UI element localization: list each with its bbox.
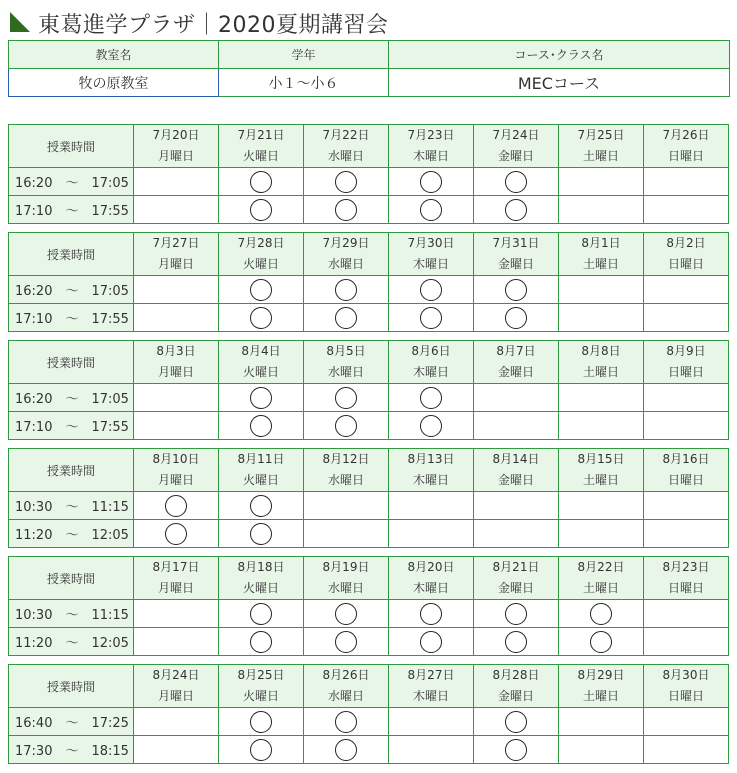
date-label: 7月27日	[152, 236, 200, 250]
date-label: 8月16日	[662, 452, 710, 466]
schedule-cell	[474, 628, 559, 656]
date-label: 7月22日	[322, 128, 370, 142]
circle-icon	[250, 603, 272, 625]
schedule-week-table	[8, 448, 729, 548]
weekday-label: 水曜日	[327, 689, 364, 703]
schedule-cell	[389, 520, 474, 548]
schedule-cell	[474, 736, 559, 764]
day-header	[389, 665, 474, 708]
day-header	[219, 557, 304, 600]
schedule-cell	[644, 384, 729, 412]
weekday-label: 木曜日	[412, 365, 449, 379]
circle-icon	[420, 199, 442, 221]
time-slot: 17:10 ～ 17:55	[9, 304, 134, 332]
time-header: 授業時間	[9, 449, 134, 492]
day-header	[304, 449, 389, 492]
weekday-label: 日曜日	[667, 257, 704, 271]
page-title	[10, 8, 389, 38]
schedule-cell	[389, 708, 474, 736]
circle-icon	[505, 711, 527, 733]
schedule-cell	[304, 600, 389, 628]
circle-icon	[335, 171, 357, 193]
schedule-cell	[304, 196, 389, 224]
schedule-cell	[134, 628, 219, 656]
circle-icon	[250, 387, 272, 409]
circle-icon	[420, 603, 442, 625]
schedule-cell	[389, 628, 474, 656]
classroom-value: 牧の原教室	[9, 69, 219, 97]
time-header: 授業時間	[9, 665, 134, 708]
circle-icon	[250, 711, 272, 733]
weekday-label: 金曜日	[497, 581, 534, 595]
schedule-cell	[559, 304, 644, 332]
schedule-cell	[389, 600, 474, 628]
day-header	[304, 125, 389, 168]
weekday-label: 木曜日	[412, 257, 449, 271]
date-label: 8月20日	[407, 560, 455, 574]
schedule-cell	[134, 708, 219, 736]
weekday-label: 金曜日	[497, 365, 534, 379]
schedule-cell	[559, 600, 644, 628]
circle-icon	[505, 631, 527, 653]
weekday-label: 金曜日	[497, 149, 534, 163]
schedule-week-table	[8, 340, 729, 440]
time-slot: 11:20 ～ 12:05	[9, 628, 134, 656]
schedule-cell	[219, 412, 304, 440]
day-header	[644, 125, 729, 168]
circle-icon	[505, 739, 527, 761]
date-label: 8月3日	[156, 344, 196, 358]
day-header	[304, 665, 389, 708]
date-label: 8月9日	[666, 344, 706, 358]
schedule-cell	[134, 520, 219, 548]
weekday-label: 月曜日	[157, 473, 194, 487]
schedule-cell	[644, 708, 729, 736]
date-label: 8月22日	[577, 560, 625, 574]
table-row	[9, 708, 729, 736]
day-header	[304, 233, 389, 276]
day-header	[134, 233, 219, 276]
day-header	[644, 449, 729, 492]
weekday-label: 月曜日	[157, 149, 194, 163]
course-header: コース･クラス名	[389, 41, 730, 69]
schedule-cell	[644, 628, 729, 656]
weekday-label: 日曜日	[667, 581, 704, 595]
schedule-cell	[219, 304, 304, 332]
circle-icon	[505, 171, 527, 193]
class-info-table	[8, 40, 730, 97]
date-label: 8月23日	[662, 560, 710, 574]
schedule-cell	[474, 412, 559, 440]
time-header: 授業時間	[9, 125, 134, 168]
day-header	[134, 557, 219, 600]
day-header	[644, 557, 729, 600]
day-header	[559, 557, 644, 600]
date-label: 7月20日	[152, 128, 200, 142]
date-label: 8月18日	[237, 560, 285, 574]
date-label: 8月15日	[577, 452, 625, 466]
classroom-header: 教室名	[9, 41, 219, 69]
weekday-label: 日曜日	[667, 689, 704, 703]
date-label: 8月12日	[322, 452, 370, 466]
weekday-label: 火曜日	[242, 581, 279, 595]
schedule-cell	[559, 628, 644, 656]
weekday-label: 火曜日	[242, 689, 279, 703]
date-label: 8月7日	[496, 344, 536, 358]
date-label: 8月30日	[662, 668, 710, 682]
table-row	[9, 168, 729, 196]
page-title-text: 東葛進学プラザ｜2020夏期講習会	[38, 12, 389, 38]
weekday-label: 日曜日	[667, 473, 704, 487]
schedule-cell	[219, 276, 304, 304]
time-slot: 16:20 ～ 17:05	[9, 384, 134, 412]
time-slot: 11:20 ～ 12:05	[9, 520, 134, 548]
circle-icon	[250, 279, 272, 301]
weekday-label: 水曜日	[327, 257, 364, 271]
day-header	[644, 341, 729, 384]
circle-icon	[335, 711, 357, 733]
day-header	[474, 557, 559, 600]
circle-icon	[505, 603, 527, 625]
schedule-cell	[389, 736, 474, 764]
time-slot: 10:30 ～ 11:15	[9, 492, 134, 520]
table-row	[9, 628, 729, 656]
circle-icon	[335, 415, 357, 437]
date-label: 8月25日	[237, 668, 285, 682]
schedule-cell	[474, 304, 559, 332]
weekday-label: 火曜日	[242, 365, 279, 379]
schedule-cell	[559, 492, 644, 520]
schedule-cell	[474, 384, 559, 412]
table-row	[9, 384, 729, 412]
weekday-label: 日曜日	[667, 149, 704, 163]
weekday-label: 金曜日	[497, 257, 534, 271]
schedule-cell	[219, 708, 304, 736]
weekday-label: 土曜日	[582, 689, 619, 703]
time-header: 授業時間	[9, 233, 134, 276]
circle-icon	[335, 631, 357, 653]
weekday-label: 水曜日	[327, 365, 364, 379]
day-header	[474, 125, 559, 168]
circle-icon	[335, 387, 357, 409]
weekday-label: 木曜日	[412, 689, 449, 703]
schedule-cell	[219, 492, 304, 520]
day-header	[219, 233, 304, 276]
time-slot: 17:30 ～ 18:15	[9, 736, 134, 764]
circle-icon	[420, 307, 442, 329]
weekday-label: 金曜日	[497, 689, 534, 703]
day-header	[304, 557, 389, 600]
schedule-week-table	[8, 124, 729, 224]
schedule-cell	[304, 492, 389, 520]
date-label: 8月8日	[581, 344, 621, 358]
day-header	[219, 125, 304, 168]
weekday-label: 金曜日	[497, 473, 534, 487]
schedule-cell	[304, 384, 389, 412]
schedule-cell	[474, 708, 559, 736]
table-row	[9, 736, 729, 764]
schedule-cell	[219, 520, 304, 548]
weekday-label: 木曜日	[412, 149, 449, 163]
date-label: 7月30日	[407, 236, 455, 250]
table-row	[9, 304, 729, 332]
table-row	[9, 276, 729, 304]
day-header	[219, 665, 304, 708]
schedule-cell	[304, 304, 389, 332]
day-header	[474, 341, 559, 384]
day-header	[474, 233, 559, 276]
schedule-week-table	[8, 664, 729, 764]
date-label: 8月2日	[666, 236, 706, 250]
title-triangle-icon	[10, 12, 30, 32]
table-row	[9, 600, 729, 628]
schedule-cell	[304, 168, 389, 196]
day-header	[644, 233, 729, 276]
weekday-label: 土曜日	[582, 257, 619, 271]
time-slot: 16:20 ～ 17:05	[9, 276, 134, 304]
weekday-label: 土曜日	[582, 581, 619, 595]
schedule-cell	[134, 168, 219, 196]
circle-icon	[250, 171, 272, 193]
date-label: 8月14日	[492, 452, 540, 466]
weekday-label: 日曜日	[667, 365, 704, 379]
date-label: 8月13日	[407, 452, 455, 466]
weekday-label: 月曜日	[157, 581, 194, 595]
schedule-cell	[134, 492, 219, 520]
table-row	[9, 412, 729, 440]
schedule-cell	[304, 628, 389, 656]
weekday-label: 土曜日	[582, 473, 619, 487]
circle-icon	[250, 307, 272, 329]
circle-icon	[165, 495, 187, 517]
schedule-cell	[474, 600, 559, 628]
schedule-cell	[219, 736, 304, 764]
date-label: 8月29日	[577, 668, 625, 682]
circle-icon	[250, 495, 272, 517]
weekday-label: 火曜日	[242, 149, 279, 163]
date-label: 8月6日	[411, 344, 451, 358]
schedule-cell	[304, 412, 389, 440]
schedule-cell	[134, 600, 219, 628]
weekday-label: 土曜日	[582, 149, 619, 163]
grade-header: 学年	[219, 41, 389, 69]
schedule-cell	[559, 412, 644, 440]
weekday-label: 土曜日	[582, 365, 619, 379]
weekday-label: 木曜日	[412, 473, 449, 487]
schedule-cell	[474, 196, 559, 224]
circle-icon	[505, 307, 527, 329]
weekday-label: 火曜日	[242, 257, 279, 271]
schedule-cell	[644, 492, 729, 520]
time-slot: 16:20 ～ 17:05	[9, 168, 134, 196]
date-label: 7月29日	[322, 236, 370, 250]
day-header	[559, 341, 644, 384]
date-label: 7月26日	[662, 128, 710, 142]
time-slot: 17:10 ～ 17:55	[9, 412, 134, 440]
circle-icon	[505, 279, 527, 301]
circle-icon	[420, 631, 442, 653]
day-header	[474, 449, 559, 492]
table-row	[9, 196, 729, 224]
circle-icon	[420, 171, 442, 193]
schedule-cell	[644, 520, 729, 548]
date-label: 8月5日	[326, 344, 366, 358]
weekday-label: 月曜日	[157, 257, 194, 271]
schedule-cell	[559, 384, 644, 412]
date-label: 7月25日	[577, 128, 625, 142]
circle-icon	[250, 415, 272, 437]
schedule-cell	[644, 276, 729, 304]
schedule-cell	[559, 708, 644, 736]
circle-icon	[335, 199, 357, 221]
day-header	[559, 233, 644, 276]
date-label: 8月11日	[237, 452, 285, 466]
day-header	[134, 341, 219, 384]
day-header	[134, 125, 219, 168]
date-label: 7月23日	[407, 128, 455, 142]
circle-icon	[590, 603, 612, 625]
schedule-cell	[134, 384, 219, 412]
schedule-cell	[644, 600, 729, 628]
schedule-cell	[474, 276, 559, 304]
circle-icon	[250, 631, 272, 653]
circle-icon	[250, 523, 272, 545]
day-header	[389, 125, 474, 168]
circle-icon	[590, 631, 612, 653]
circle-icon	[335, 603, 357, 625]
circle-icon	[250, 739, 272, 761]
schedule-cell	[219, 196, 304, 224]
date-label: 8月17日	[152, 560, 200, 574]
circle-icon	[335, 739, 357, 761]
circle-icon	[165, 523, 187, 545]
day-header	[389, 233, 474, 276]
circle-icon	[505, 199, 527, 221]
weekday-label: 水曜日	[327, 473, 364, 487]
time-slot: 16:40 ～ 17:25	[9, 708, 134, 736]
circle-icon	[420, 415, 442, 437]
schedule-cell	[389, 168, 474, 196]
schedule-cell	[304, 736, 389, 764]
time-header: 授業時間	[9, 557, 134, 600]
schedule-cell	[389, 384, 474, 412]
day-header	[389, 341, 474, 384]
date-label: 8月19日	[322, 560, 370, 574]
circle-icon	[250, 199, 272, 221]
schedule-cell	[644, 196, 729, 224]
schedule-week-table	[8, 556, 729, 656]
table-row	[9, 492, 729, 520]
date-label: 7月21日	[237, 128, 285, 142]
schedule-cell	[134, 412, 219, 440]
circle-icon	[420, 279, 442, 301]
circle-icon	[335, 307, 357, 329]
day-header	[304, 341, 389, 384]
schedule-cell	[134, 304, 219, 332]
schedule-cell	[219, 384, 304, 412]
circle-icon	[335, 279, 357, 301]
date-label: 7月24日	[492, 128, 540, 142]
time-slot: 17:10 ～ 17:55	[9, 196, 134, 224]
schedule-week-table	[8, 232, 729, 332]
schedule-cell	[559, 520, 644, 548]
time-header: 授業時間	[9, 341, 134, 384]
day-header	[559, 665, 644, 708]
schedule-cell	[559, 196, 644, 224]
date-label: 8月21日	[492, 560, 540, 574]
schedule-cell	[644, 168, 729, 196]
table-row	[9, 520, 729, 548]
schedule-cell	[389, 196, 474, 224]
schedule-cell	[304, 708, 389, 736]
day-header	[134, 449, 219, 492]
schedule-cell	[219, 628, 304, 656]
day-header	[644, 665, 729, 708]
weekday-label: 月曜日	[157, 689, 194, 703]
date-label: 8月1日	[581, 236, 621, 250]
schedule-cell	[559, 736, 644, 764]
schedule-cell	[219, 168, 304, 196]
date-label: 8月26日	[322, 668, 370, 682]
schedule-cell	[304, 276, 389, 304]
date-label: 8月27日	[407, 668, 455, 682]
date-label: 8月24日	[152, 668, 200, 682]
day-header	[389, 449, 474, 492]
day-header	[559, 449, 644, 492]
weekday-label: 月曜日	[157, 365, 194, 379]
course-value: MECコース	[389, 69, 730, 97]
day-header	[219, 449, 304, 492]
schedule-cell	[134, 276, 219, 304]
schedule-cell	[559, 168, 644, 196]
date-label: 7月31日	[492, 236, 540, 250]
schedule-cell	[389, 304, 474, 332]
schedule-cell	[304, 520, 389, 548]
time-slot: 10:30 ～ 11:15	[9, 600, 134, 628]
day-header	[219, 341, 304, 384]
schedule-cell	[389, 276, 474, 304]
schedule-cell	[644, 736, 729, 764]
date-label: 7月28日	[237, 236, 285, 250]
date-label: 8月28日	[492, 668, 540, 682]
schedule-cell	[134, 196, 219, 224]
schedule-cell	[559, 276, 644, 304]
date-label: 8月4日	[241, 344, 281, 358]
date-label: 8月10日	[152, 452, 200, 466]
schedule-cell	[389, 492, 474, 520]
grade-value: 小１～小６	[219, 69, 389, 97]
schedule-cell	[644, 412, 729, 440]
day-header	[559, 125, 644, 168]
schedule-cell	[474, 168, 559, 196]
schedule-cell	[134, 736, 219, 764]
schedule-cell	[644, 304, 729, 332]
day-header	[474, 665, 559, 708]
schedule-cell	[474, 492, 559, 520]
day-header	[389, 557, 474, 600]
weekday-label: 火曜日	[242, 473, 279, 487]
weekday-label: 水曜日	[327, 581, 364, 595]
day-header	[134, 665, 219, 708]
schedule-cell	[389, 412, 474, 440]
circle-icon	[420, 387, 442, 409]
schedule-cell	[219, 600, 304, 628]
schedule-cell	[474, 520, 559, 548]
weekday-label: 水曜日	[327, 149, 364, 163]
weekday-label: 木曜日	[412, 581, 449, 595]
